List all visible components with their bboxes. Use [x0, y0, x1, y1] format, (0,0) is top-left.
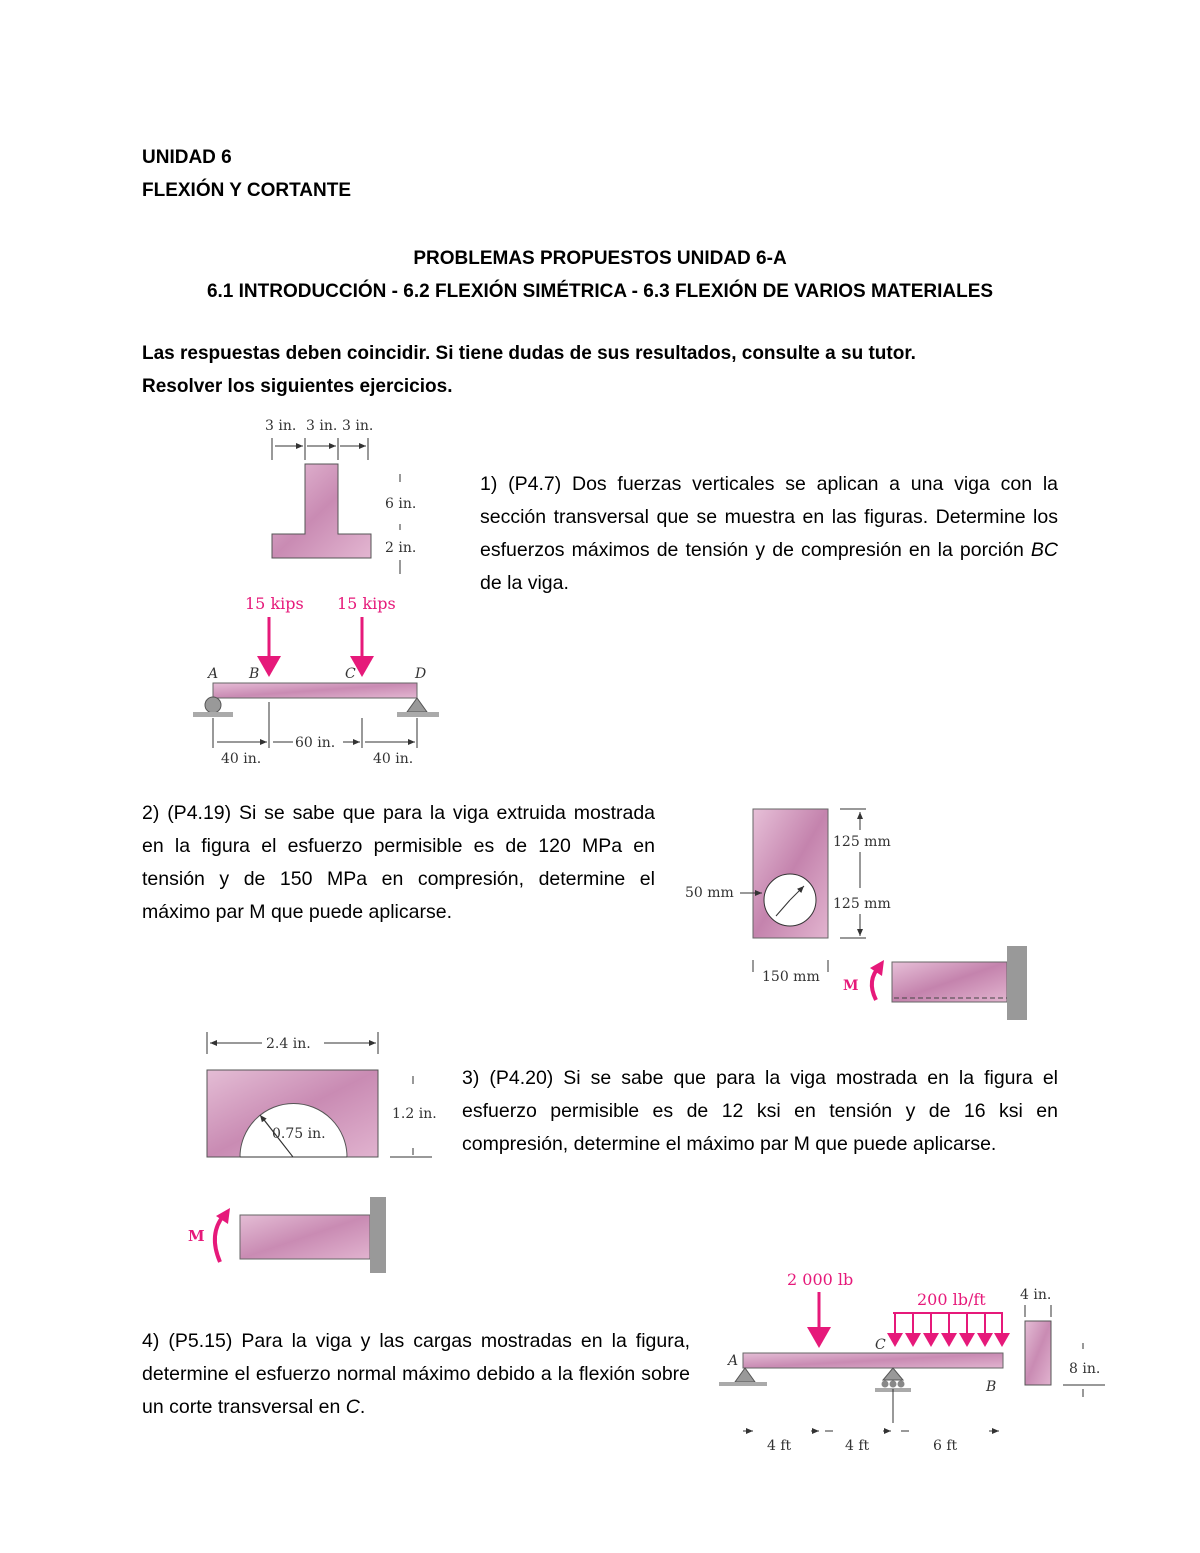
moment-label: M: [843, 978, 859, 994]
problem-4-text: [142, 1325, 690, 1424]
problem-3-figure: [180, 1030, 450, 1280]
dim-1-2in: 1.2 in.: [392, 1106, 437, 1122]
span-4ft-2: 4 ft: [845, 1438, 870, 1454]
problem-1-body-end: de la viga.: [480, 572, 569, 594]
dim-125mm-lower: 125 mm: [833, 896, 891, 912]
page-subtitle: 6.1 INTRODUCCIÓN - 6.2 FLEXIÓN SIMÉTRICA - 6.3 FLEXIÓN DE VARIOS MATERIALES: [206, 281, 994, 302]
problem-4-body-end: .: [359, 1396, 366, 1418]
problem-1-ref: (P4.7): [508, 473, 562, 495]
span-40in-right: 40 in.: [373, 751, 414, 767]
pin-support: [407, 698, 427, 712]
span-60in: 60 in.: [295, 735, 336, 751]
dim-3in-3: 3 in.: [342, 418, 374, 434]
point-a-4: A: [728, 1353, 739, 1369]
problem-4-var: C: [345, 1396, 360, 1418]
problem-1-var: BC: [1030, 539, 1059, 561]
problem-2-text: [142, 797, 655, 929]
dim-2-4in: 2.4 in.: [266, 1036, 311, 1052]
pin-support-4: [735, 1368, 755, 1382]
problem-2-ref: (P4.19): [167, 802, 232, 824]
topic-heading: FLEXIÓN Y CORTANTE: [142, 180, 352, 201]
problem-3-number: 3): [462, 1067, 480, 1089]
problem-4-ref: (P5.15): [168, 1330, 233, 1352]
rect-section: [1025, 1321, 1051, 1385]
instructions-note: Las respuestas deben coincidir. Si tiene dudas de sus resultados, consulte a su tutor.: [142, 343, 916, 364]
load-1-label: 15 kips: [245, 594, 304, 613]
semicircle-section: [207, 1070, 378, 1157]
instructions-resolve: Resolver los siguientes ejercicios.: [142, 376, 453, 397]
problem-2-figure: [680, 800, 1040, 1025]
section-height-label: 8 in.: [1069, 1361, 1101, 1377]
point-c-4: C: [875, 1337, 886, 1353]
beam-1: [213, 683, 417, 698]
problem-1-text: [480, 468, 1058, 600]
dim-3in-1: 3 in.: [265, 418, 297, 434]
span-4ft-1: 4 ft: [767, 1438, 792, 1454]
problem-1-figure: [185, 412, 445, 772]
point-b-4: B: [986, 1379, 997, 1395]
wall-2: [1007, 946, 1027, 1020]
problem-3-body: Si se sabe que para la viga mostrada en la figura el esfuerzo permisible es de 12 ksi en tensión y de 16 ksi en compresión, determine el máximo par M que puede aplicarse.: [462, 1067, 1059, 1155]
page-title: PROBLEMAS PROPUESTOS UNIDAD 6-A: [413, 248, 787, 269]
point-a: A: [208, 666, 219, 682]
dist-load-label: 200 lb/ft: [917, 1290, 986, 1309]
load-2-label: 15 kips: [337, 594, 396, 613]
problem-4-figure: [715, 1265, 1115, 1495]
problem-3-ref: (P4.20): [489, 1067, 554, 1089]
dim-2in: 2 in.: [385, 540, 417, 556]
point-load-label: 2 000 lb: [787, 1270, 854, 1289]
section-width-label: 4 in.: [1020, 1287, 1052, 1303]
dim-3in-2: 3 in.: [306, 418, 338, 434]
problem-1-body: Dos fuerzas verticales se aplican a una viga con la sección transversal que se muestra en las figuras. Determine los esfuerzos máximos de tensión y de compresión en la porción: [480, 473, 1058, 561]
cantilever-beam-2: [892, 962, 1007, 1002]
wall-3: [370, 1197, 386, 1273]
t-section-shape: [272, 464, 371, 558]
problem-4-body: Para la viga y las cargas mostradas en la figura, determine el esfuerzo normal máximo debido a la flexión sobre un corte transversal en: [142, 1330, 691, 1418]
moment-label-3: M: [188, 1227, 205, 1245]
beam-4: [743, 1353, 1003, 1368]
problem-1-number: 1): [480, 473, 498, 495]
roller-support: [205, 697, 221, 713]
radius-0-75in: 0.75 in.: [272, 1126, 326, 1142]
problem-4-number: 4): [142, 1330, 160, 1352]
radius-label: 50 mm: [685, 885, 734, 901]
roller-support-4: [883, 1368, 903, 1380]
problem-2-number: 2): [142, 802, 160, 824]
dim-150mm: 150 mm: [762, 969, 820, 985]
point-c: C: [345, 666, 356, 682]
dim-125mm-upper: 125 mm: [833, 834, 891, 850]
cantilever-beam-3: [240, 1215, 370, 1259]
dim-6in: 6 in.: [385, 496, 417, 512]
moment-arrow-3: [215, 1215, 224, 1262]
problem-2-body: Si se sabe que para la viga extruida mostrada en la figura el esfuerzo permisible es de 120 MPa en tensión y de 150 MPa en compresión, determine el máximo par M que puede aplicarse.: [142, 802, 656, 923]
problem-3-text: [462, 1062, 1058, 1161]
point-d: D: [415, 666, 427, 682]
unit-heading: UNIDAD 6: [142, 147, 232, 168]
span-40in-left: 40 in.: [221, 751, 262, 767]
span-6ft: 6 ft: [933, 1438, 958, 1454]
point-b: B: [249, 666, 260, 682]
